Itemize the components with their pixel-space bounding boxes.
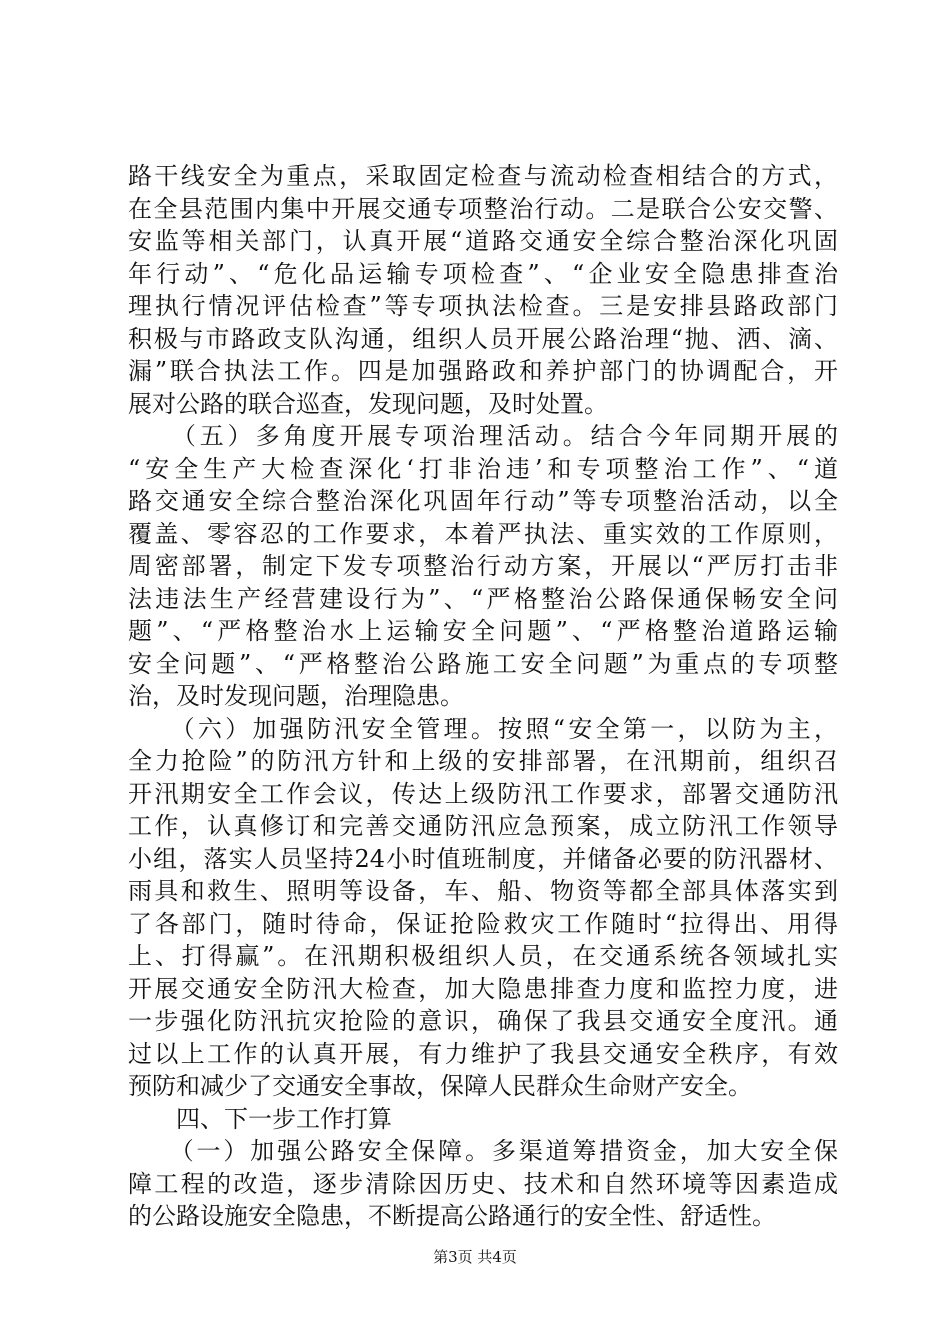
text-line: 安全问题”、“严格整治公路施工安全问题”为重点的专项整 xyxy=(128,649,838,678)
text-line: 障工程的改造，逐步清除因历史、技术和自然环境等因素造成 xyxy=(128,1169,838,1198)
document-body xyxy=(128,160,838,1233)
text-line: （一）加强公路安全保障。多渠道筹措资金，加大安全保 xyxy=(128,1137,838,1165)
text-line: 治，及时发现问题，治理隐患。 xyxy=(128,682,464,710)
text-line: 过以上工作的认真开展，有力维护了我县交通安全秩序，有效 xyxy=(128,1039,838,1068)
text-line: 一步强化防汛抗灾抢险的意识，确保了我县交通安全度汛。通 xyxy=(128,1007,838,1035)
text-line: “安全生产大检查深化‘打非治违’和专项整治工作”、“道 xyxy=(128,454,838,483)
text-line: 展对公路的联合巡查，发现问题，及时处置。 xyxy=(128,389,608,418)
text-line: 安监等相关部门，认真开展“道路交通安全综合整治深化巩固 xyxy=(128,227,838,255)
text-line: 周密部署，制定下发专项整治行动方案，开展以“严厉打击非 xyxy=(128,552,838,580)
text-line: 路交通安全综合整治深化巩固年行动”等专项整治活动，以全 xyxy=(128,487,838,515)
text-line: （六）加强防汛安全管理。按照“安全第一，以防为主， xyxy=(128,714,838,743)
text-line: 的公路设施安全隐患，不断提高公路通行的安全性、舒适性。 xyxy=(128,1202,776,1230)
text-line: 小组，落实人员坚持24小时值班制度，并储备必要的防汛器材、 xyxy=(128,844,838,873)
text-line: 理执行情况评估检查”等专项执法检查。三是安排县路政部门 xyxy=(128,292,838,320)
page-footer: 第3页 共4页 xyxy=(433,1248,517,1266)
text-line: 了各部门，随时待命，保证抢险救灾工作随时“拉得出、用得 xyxy=(128,909,838,938)
text-line: 题”、“严格整治水上运输安全问题”、“严格整治道路运输 xyxy=(128,617,838,645)
text-line: 积极与市路政支队沟通，组织人员开展公路治理“抛、洒、滴、 xyxy=(128,324,838,353)
text-line: 漏”联合执法工作。四是加强路政和养护部门的协调配合，开 xyxy=(128,357,838,385)
text-line: 全力抢险”的防汛方针和上级的安排部署，在汛期前，组织召 xyxy=(128,747,838,775)
text-line: 在全县范围内集中开展交通专项整治行动。二是联合公安交警、 xyxy=(128,194,838,223)
text-line: 四、下一步工作打算 xyxy=(128,1104,392,1133)
text-line: 开展交通安全防汛大检查，加大隐患排查力度和监控力度，进 xyxy=(128,974,838,1003)
text-line: （五）多角度开展专项治理活动。结合今年同期开展的 xyxy=(128,422,838,450)
text-line: 覆盖、零容忍的工作要求，本着严执法、重实效的工作原则， xyxy=(128,519,838,548)
text-line: 开汛期安全工作会议，传达上级防汛工作要求，部署交通防汛 xyxy=(128,779,838,808)
text-line: 上、打得赢”。在汛期积极组织人员，在交通系统各领域扎实 xyxy=(128,942,838,970)
text-line: 工作，认真修订和完善交通防汛应急预案，成立防汛工作领导 xyxy=(128,812,838,840)
text-line: 年行动”、“危化品运输专项检查”、“企业安全隐患排查治 xyxy=(128,259,838,288)
text-line: 预防和减少了交通安全事故，保障人民群众生命财产安全。 xyxy=(128,1072,752,1100)
text-line: 雨具和救生、照明等设备，车、船、物资等都全部具体落实到 xyxy=(128,877,838,905)
text-line: 路干线安全为重点，采取固定检查与流动检查相结合的方式， xyxy=(128,162,838,190)
text-line: 法违法生产经营建设行为”、“严格整治公路保通保畅安全问 xyxy=(128,584,838,613)
